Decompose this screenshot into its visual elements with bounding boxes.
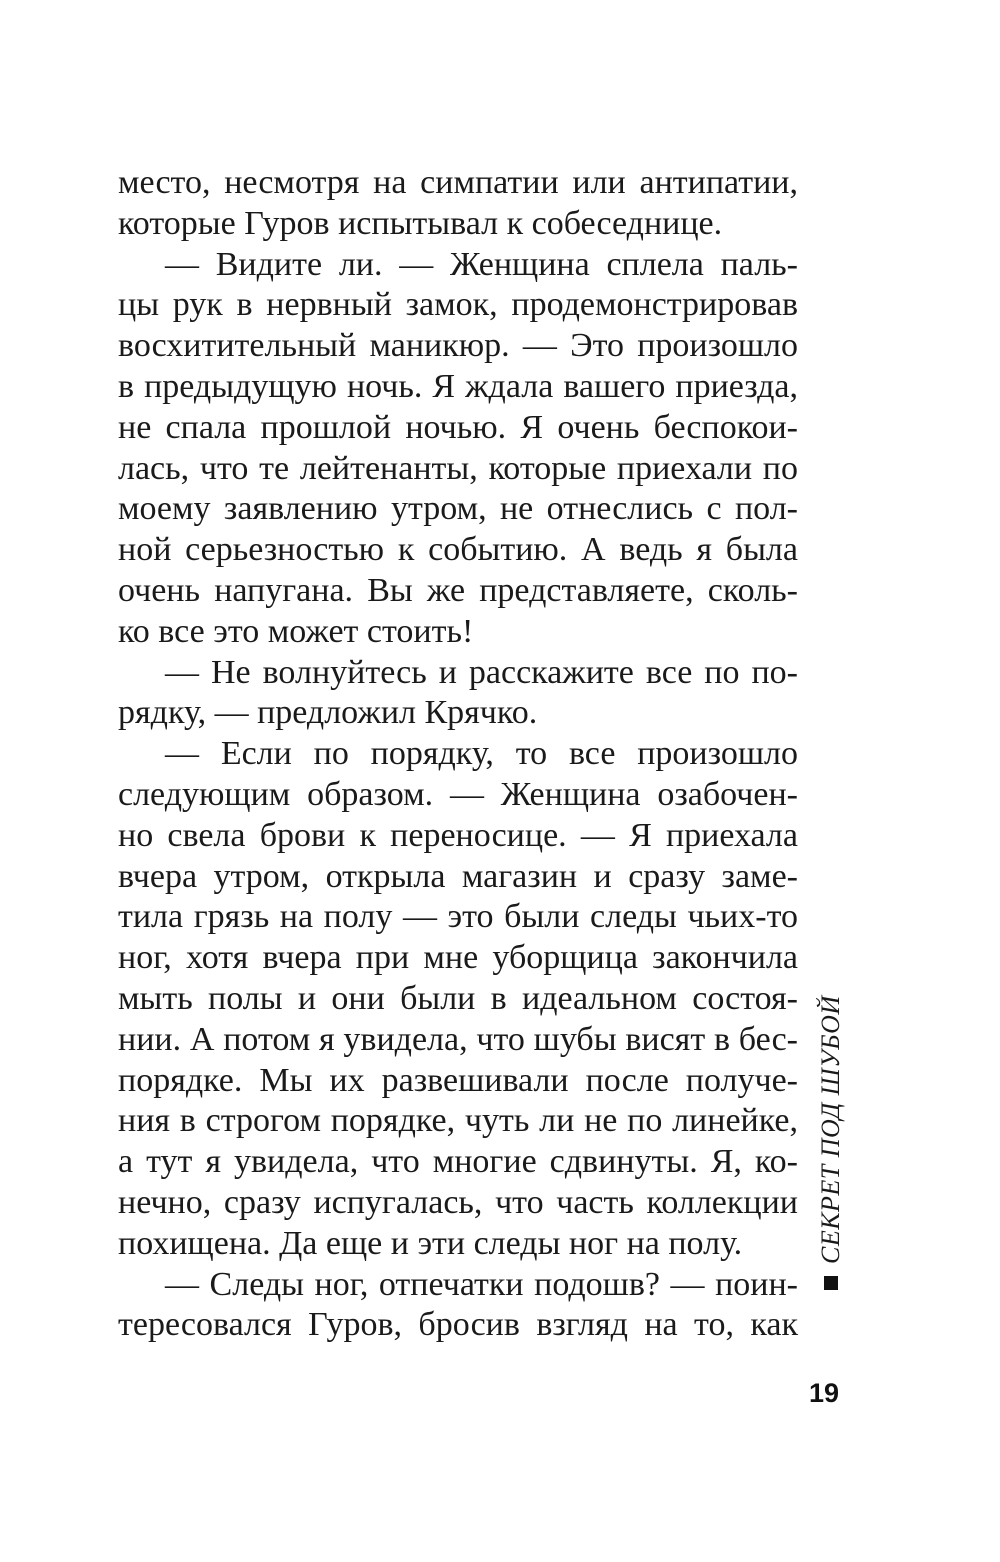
text-line: нии. А потом я увидела, что шубы висят в бес- xyxy=(118,1020,798,1058)
body-text xyxy=(118,163,798,1346)
text-line: — Следы ног, отпечатки подошв? — поин- xyxy=(165,1265,798,1303)
text-line: ной серьезностью к событию. А ведь я была xyxy=(118,531,798,569)
text-line: нечно, сразу испугалась, что часть коллекции xyxy=(118,1183,798,1221)
text-line: а тут я увидела, что многие сдвинуты. Я, ко- xyxy=(118,1143,798,1181)
text-line: — Не волнуйтесь и расскажите все по по- xyxy=(165,653,798,691)
text-line: в предыдущую ночь. Я ждала вашего приезда, xyxy=(118,367,798,405)
running-head xyxy=(816,995,846,1290)
text-line: ния в строгом порядке, чуть ли не по линейке, xyxy=(118,1102,798,1140)
running-head-title: СЕКРЕТ ПОД ШУБОЙ xyxy=(816,995,845,1264)
text-line: но свела брови к переносице. — Я приехала xyxy=(118,816,798,854)
page-number: 19 xyxy=(808,1378,840,1408)
text-line: похищена. Да еще и эти следы ног на полу. xyxy=(118,1224,743,1262)
text-line: ко все это может стоить! xyxy=(118,612,474,650)
text-line: тила грязь на полу — это были следы чьих-то xyxy=(118,898,798,936)
text-line: мыть полы и они были в идеальном состоя- xyxy=(118,979,798,1017)
text-line: ног, хотя вчера при мне уборщица закончила xyxy=(118,939,798,977)
text-line: порядке. Мы их развешивали после получе- xyxy=(118,1061,798,1099)
text-line: следующим образом. — Женщина озабочен- xyxy=(118,775,798,813)
square-bullet-icon xyxy=(824,1276,838,1290)
text-line: лась, что те лейтенанты, которые приехали по xyxy=(118,449,798,487)
text-line: вчера утром, открыла магазин и сразу заме- xyxy=(118,857,798,895)
text-line: очень напугана. Вы же представляете, сколь- xyxy=(118,571,798,609)
text-line: цы рук в нервный замок, продемонстрировав xyxy=(118,286,798,324)
text-line: место, несмотря на симпатии или антипатии, xyxy=(118,164,798,201)
text-line: которые Гуров испытывал к собеседнице. xyxy=(118,204,723,242)
text-line: тересовался Гуров, бросив взгляд на то, как xyxy=(118,1306,798,1344)
text-line: моему заявлению утром, не отнеслись с пол- xyxy=(118,490,798,528)
text-line: не спала прошлой ночью. Я очень беспокои- xyxy=(118,408,798,446)
text-line: восхитительный маникюр. — Это произошло xyxy=(118,327,798,365)
text-line: рядку, — предложил Крячко. xyxy=(118,694,538,732)
text-line: — Видите ли. — Женщина сплела паль- xyxy=(165,245,798,283)
text-line: — Если по порядку, то все произошло xyxy=(165,735,798,773)
